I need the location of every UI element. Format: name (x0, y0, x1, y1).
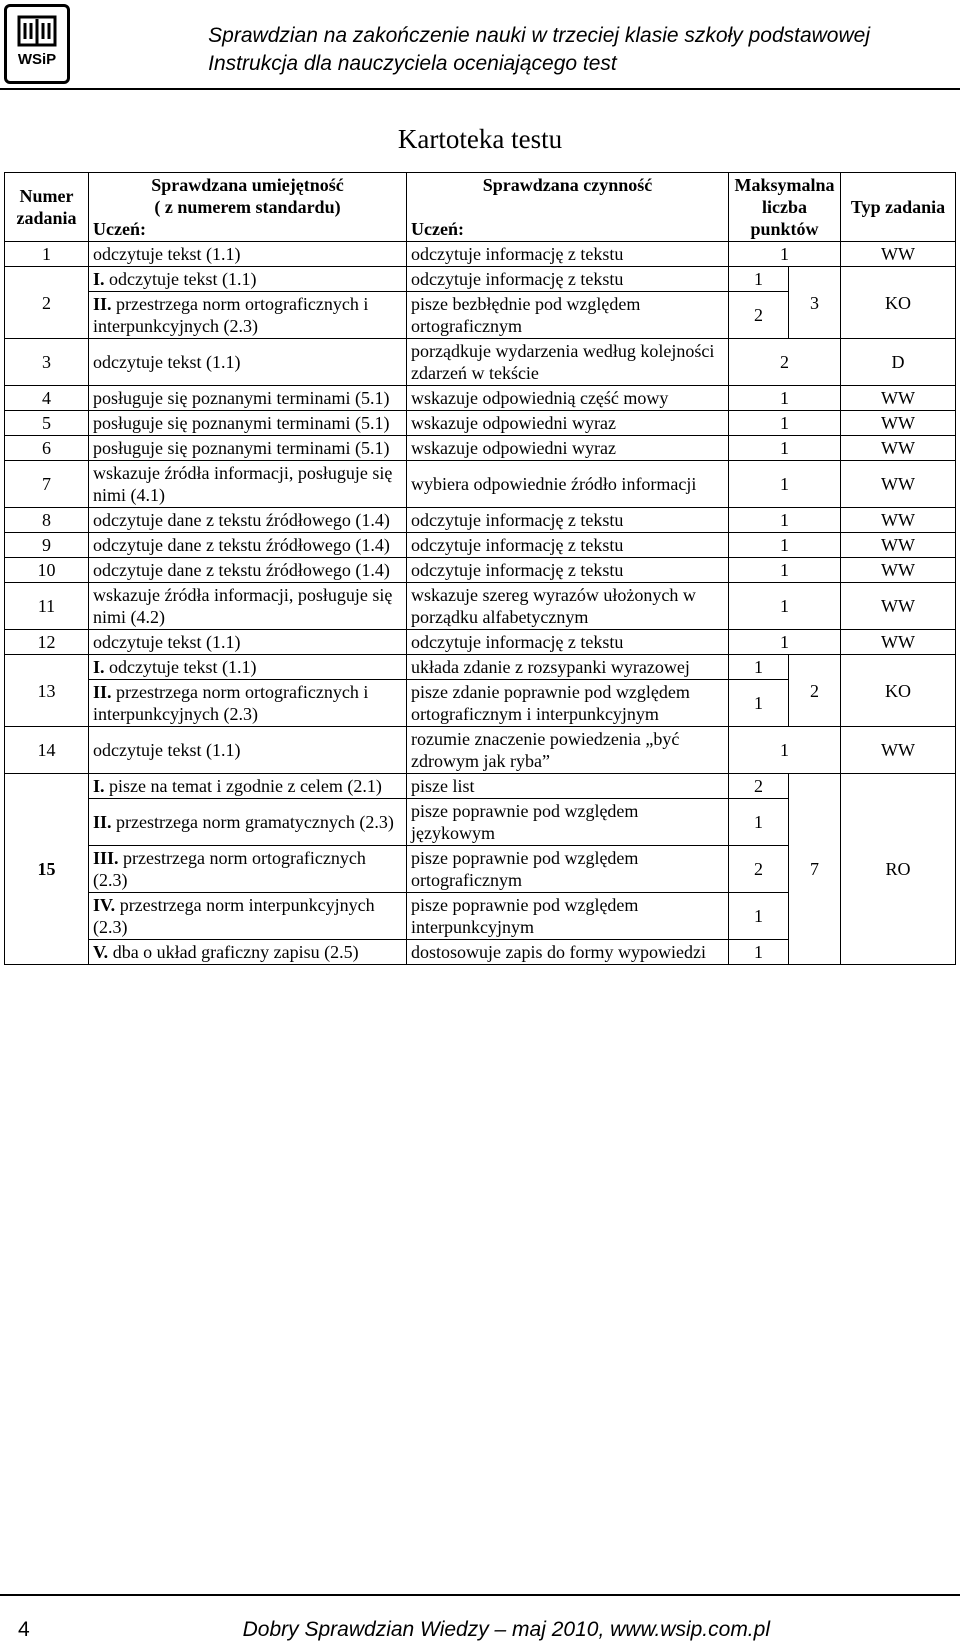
task-number: 14 (5, 727, 89, 774)
activity-cell: układa zdanie z rozsypanki wyrazowej (407, 655, 729, 680)
skill-text: pisze na temat i zgodnie z celem (2.1) (109, 776, 382, 796)
skill-cell (89, 267, 407, 292)
type-cell: WW (841, 630, 956, 655)
activity-cell: pisze poprawnie pod względem językowym (407, 799, 729, 846)
skill-cell: odczytuje tekst (1.1) (89, 242, 407, 267)
table-row (5, 267, 956, 292)
page-header (208, 22, 870, 78)
points-cell: 1 (729, 680, 789, 727)
roman-numeral: IV. (93, 895, 120, 915)
activity-cell: pisze bezbłędnie pod względem ortograficznym (407, 292, 729, 339)
task-number: 1 (5, 242, 89, 267)
points-cell: 1 (729, 655, 789, 680)
points-cell: 1 (729, 583, 841, 630)
skill-text: odczytuje tekst (1.1) (109, 657, 257, 677)
table-row (5, 774, 956, 799)
points-cell: 1 (729, 893, 789, 940)
type-cell: WW (841, 727, 956, 774)
skill-cell (89, 774, 407, 799)
skill-cell: posługuje się poznanymi terminami (5.1) (89, 436, 407, 461)
header-line-2: Instrukcja dla nauczyciela oceniającego test (208, 52, 617, 75)
activity-cell: odczytuje informację z tekstu (407, 630, 729, 655)
task-number: 15 (5, 774, 89, 965)
activity-cell: odczytuje informację z tekstu (407, 508, 729, 533)
type-cell: D (841, 339, 956, 386)
col-skill-sub: ( z numerem standardu) (154, 197, 341, 217)
type-cell: WW (841, 461, 956, 508)
activity-cell: rozumie znaczenie powiedzenia „być zdrowym jak ryba” (407, 727, 729, 774)
skill-cell (89, 655, 407, 680)
activity-cell: odczytuje informację z tekstu (407, 267, 729, 292)
points-cell: 2 (729, 339, 841, 386)
footer-rule (0, 1594, 960, 1596)
table-row (5, 242, 956, 267)
activity-cell: dostosowuje zapis do formy wypowiedzi (407, 940, 729, 965)
skill-text: przestrzega norm interpunkcyjnych (2.3) (93, 895, 375, 937)
table-row (5, 461, 956, 508)
task-number: 6 (5, 436, 89, 461)
skill-cell (89, 292, 407, 339)
col-skill-title: Sprawdzana umiejętność (151, 175, 344, 195)
activity-cell: odczytuje informację z tekstu (407, 533, 729, 558)
activity-cell: pisze zdanie poprawnie pod względem ortograficznym i interpunkcyjnym (407, 680, 729, 727)
table-row (5, 508, 956, 533)
task-number: 3 (5, 339, 89, 386)
skill-cell: wskazuje źródła informacji, posługuje się nimi (4.2) (89, 583, 407, 630)
col-max-sub: liczba (762, 197, 807, 217)
activity-cell: odczytuje informację z tekstu (407, 242, 729, 267)
type-cell: KO (841, 655, 956, 727)
activity-cell: wskazuje odpowiednią część mowy (407, 386, 729, 411)
task-number: 4 (5, 386, 89, 411)
table-row (5, 436, 956, 461)
table-row (5, 583, 956, 630)
skill-text: przestrzega norm ortograficznych i interpunkcyjnych (2.3) (93, 294, 369, 336)
skill-text: przestrzega norm ortograficznych (2.3) (93, 848, 366, 890)
task-number: 8 (5, 508, 89, 533)
skill-cell (89, 846, 407, 893)
task-number: 2 (5, 267, 89, 339)
points-cell: 1 (729, 558, 841, 583)
skill-text: przestrzega norm gramatycznych (2.3) (116, 812, 394, 832)
roman-numeral: I. (93, 657, 110, 677)
skill-text: przestrzega norm ortograficznych i interpunkcyjnych (2.3) (93, 682, 369, 724)
header-line-1: Sprawdzian na zakończenie nauki w trzeciej klasie szkoły podstawowej (208, 24, 870, 47)
skill-cell: odczytuje tekst (1.1) (89, 339, 407, 386)
type-cell: WW (841, 533, 956, 558)
points-cell: 1 (729, 436, 841, 461)
roman-numeral: V. (93, 942, 113, 962)
activity-cell: odczytuje informację z tekstu (407, 558, 729, 583)
activity-cell: pisze poprawnie pod względem interpunkcyjnym (407, 893, 729, 940)
skill-cell (89, 940, 407, 965)
task-number: 5 (5, 411, 89, 436)
type-cell: WW (841, 583, 956, 630)
roman-numeral: II. (93, 682, 117, 702)
activity-cell: wybiera odpowiednie źródło informacji (407, 461, 729, 508)
type-cell: WW (841, 508, 956, 533)
points-cell: 1 (729, 461, 841, 508)
table-row (5, 411, 956, 436)
activity-cell: wskazuje szereg wyrazów ułożonych w porządku alfabetycznym (407, 583, 729, 630)
col-skill-student: Uczeń: (93, 219, 146, 239)
points-cell: 1 (729, 533, 841, 558)
roman-numeral: II. (93, 812, 117, 832)
points-cell: 1 (729, 630, 841, 655)
task-number: 12 (5, 630, 89, 655)
activity-cell: wskazuje odpowiedni wyraz (407, 436, 729, 461)
activity-cell: porządkuje wydarzenia według kolejności zdarzeń w tekście (407, 339, 729, 386)
roman-numeral: II. (93, 294, 117, 314)
points-cell: 2 (729, 774, 789, 799)
points-cell: 1 (729, 242, 841, 267)
table-row (5, 630, 956, 655)
col-max-title: Maksymalna (734, 175, 835, 195)
task-number: 11 (5, 583, 89, 630)
col-max-points (729, 173, 841, 242)
table-header-row (5, 173, 956, 242)
col-activity (407, 173, 729, 242)
skill-cell (89, 893, 407, 940)
points-cell: 1 (729, 940, 789, 965)
task-number: 10 (5, 558, 89, 583)
points-cell: 1 (729, 267, 789, 292)
type-cell: WW (841, 386, 956, 411)
type-cell: WW (841, 411, 956, 436)
skill-cell (89, 799, 407, 846)
table-row (5, 386, 956, 411)
page-title: Kartoteka testu (397, 124, 563, 154)
skill-cell: odczytuje dane z tekstu źródłowego (1.4) (89, 558, 407, 583)
logo-text: WSiP (17, 51, 57, 68)
roman-numeral: I. (93, 269, 110, 289)
col-number: Numer zadania (5, 173, 89, 242)
skill-text: odczytuje tekst (1.1) (109, 269, 257, 289)
activity-cell: pisze list (407, 774, 729, 799)
type-cell: WW (841, 242, 956, 267)
col-activity-student: Uczeń: (411, 219, 464, 239)
skill-cell: odczytuje dane z tekstu źródłowego (1.4) (89, 508, 407, 533)
type-cell: WW (841, 558, 956, 583)
points-cell: 2 (729, 292, 789, 339)
task-number: 13 (5, 655, 89, 727)
activity-cell: wskazuje odpowiedni wyraz (407, 411, 729, 436)
points-cell: 1 (729, 508, 841, 533)
table-row (5, 727, 956, 774)
col-max-unit: punktów (750, 219, 819, 239)
task-number: 7 (5, 461, 89, 508)
wsip-logo (4, 4, 70, 84)
skill-cell: odczytuje tekst (1.1) (89, 727, 407, 774)
book-icon (17, 13, 57, 49)
skill-text: dba o układ graficzny zapisu (2.5) (112, 942, 359, 962)
table-row (5, 533, 956, 558)
table-row (5, 558, 956, 583)
type-cell: KO (841, 267, 956, 339)
col-skill (89, 173, 407, 242)
skill-cell: wskazuje źródła informacji, posługuje się nimi (4.1) (89, 461, 407, 508)
task-number: 9 (5, 533, 89, 558)
total-points-cell: 2 (789, 655, 841, 727)
skill-cell: posługuje się poznanymi terminami (5.1) (89, 386, 407, 411)
points-cell: 1 (729, 411, 841, 436)
page-number: 4 (18, 1618, 30, 1641)
total-points-cell: 3 (789, 267, 841, 339)
footer-text: Dobry Sprawdzian Wiedzy – maj 2010, www.wsip.com.pl (242, 1618, 770, 1641)
roman-numeral: I. (93, 776, 110, 796)
activity-cell: pisze poprawnie pod względem ortograficznym (407, 846, 729, 893)
test-chart-table (4, 172, 956, 965)
points-cell: 1 (729, 799, 789, 846)
type-cell: WW (841, 436, 956, 461)
table-row (5, 655, 956, 680)
type-cell: RO (841, 774, 956, 965)
skill-cell (89, 680, 407, 727)
table-row (5, 339, 956, 386)
points-cell: 1 (729, 386, 841, 411)
points-cell: 1 (729, 727, 841, 774)
roman-numeral: III. (93, 848, 124, 868)
points-cell: 2 (729, 846, 789, 893)
col-type: Typ zadania (841, 173, 956, 242)
skill-cell: posługuje się poznanymi terminami (5.1) (89, 411, 407, 436)
skill-cell: odczytuje dane z tekstu źródłowego (1.4) (89, 533, 407, 558)
skill-cell: odczytuje tekst (1.1) (89, 630, 407, 655)
total-points-cell: 7 (789, 774, 841, 965)
header-rule (0, 88, 960, 90)
col-activity-title: Sprawdzana czynność (482, 175, 653, 195)
